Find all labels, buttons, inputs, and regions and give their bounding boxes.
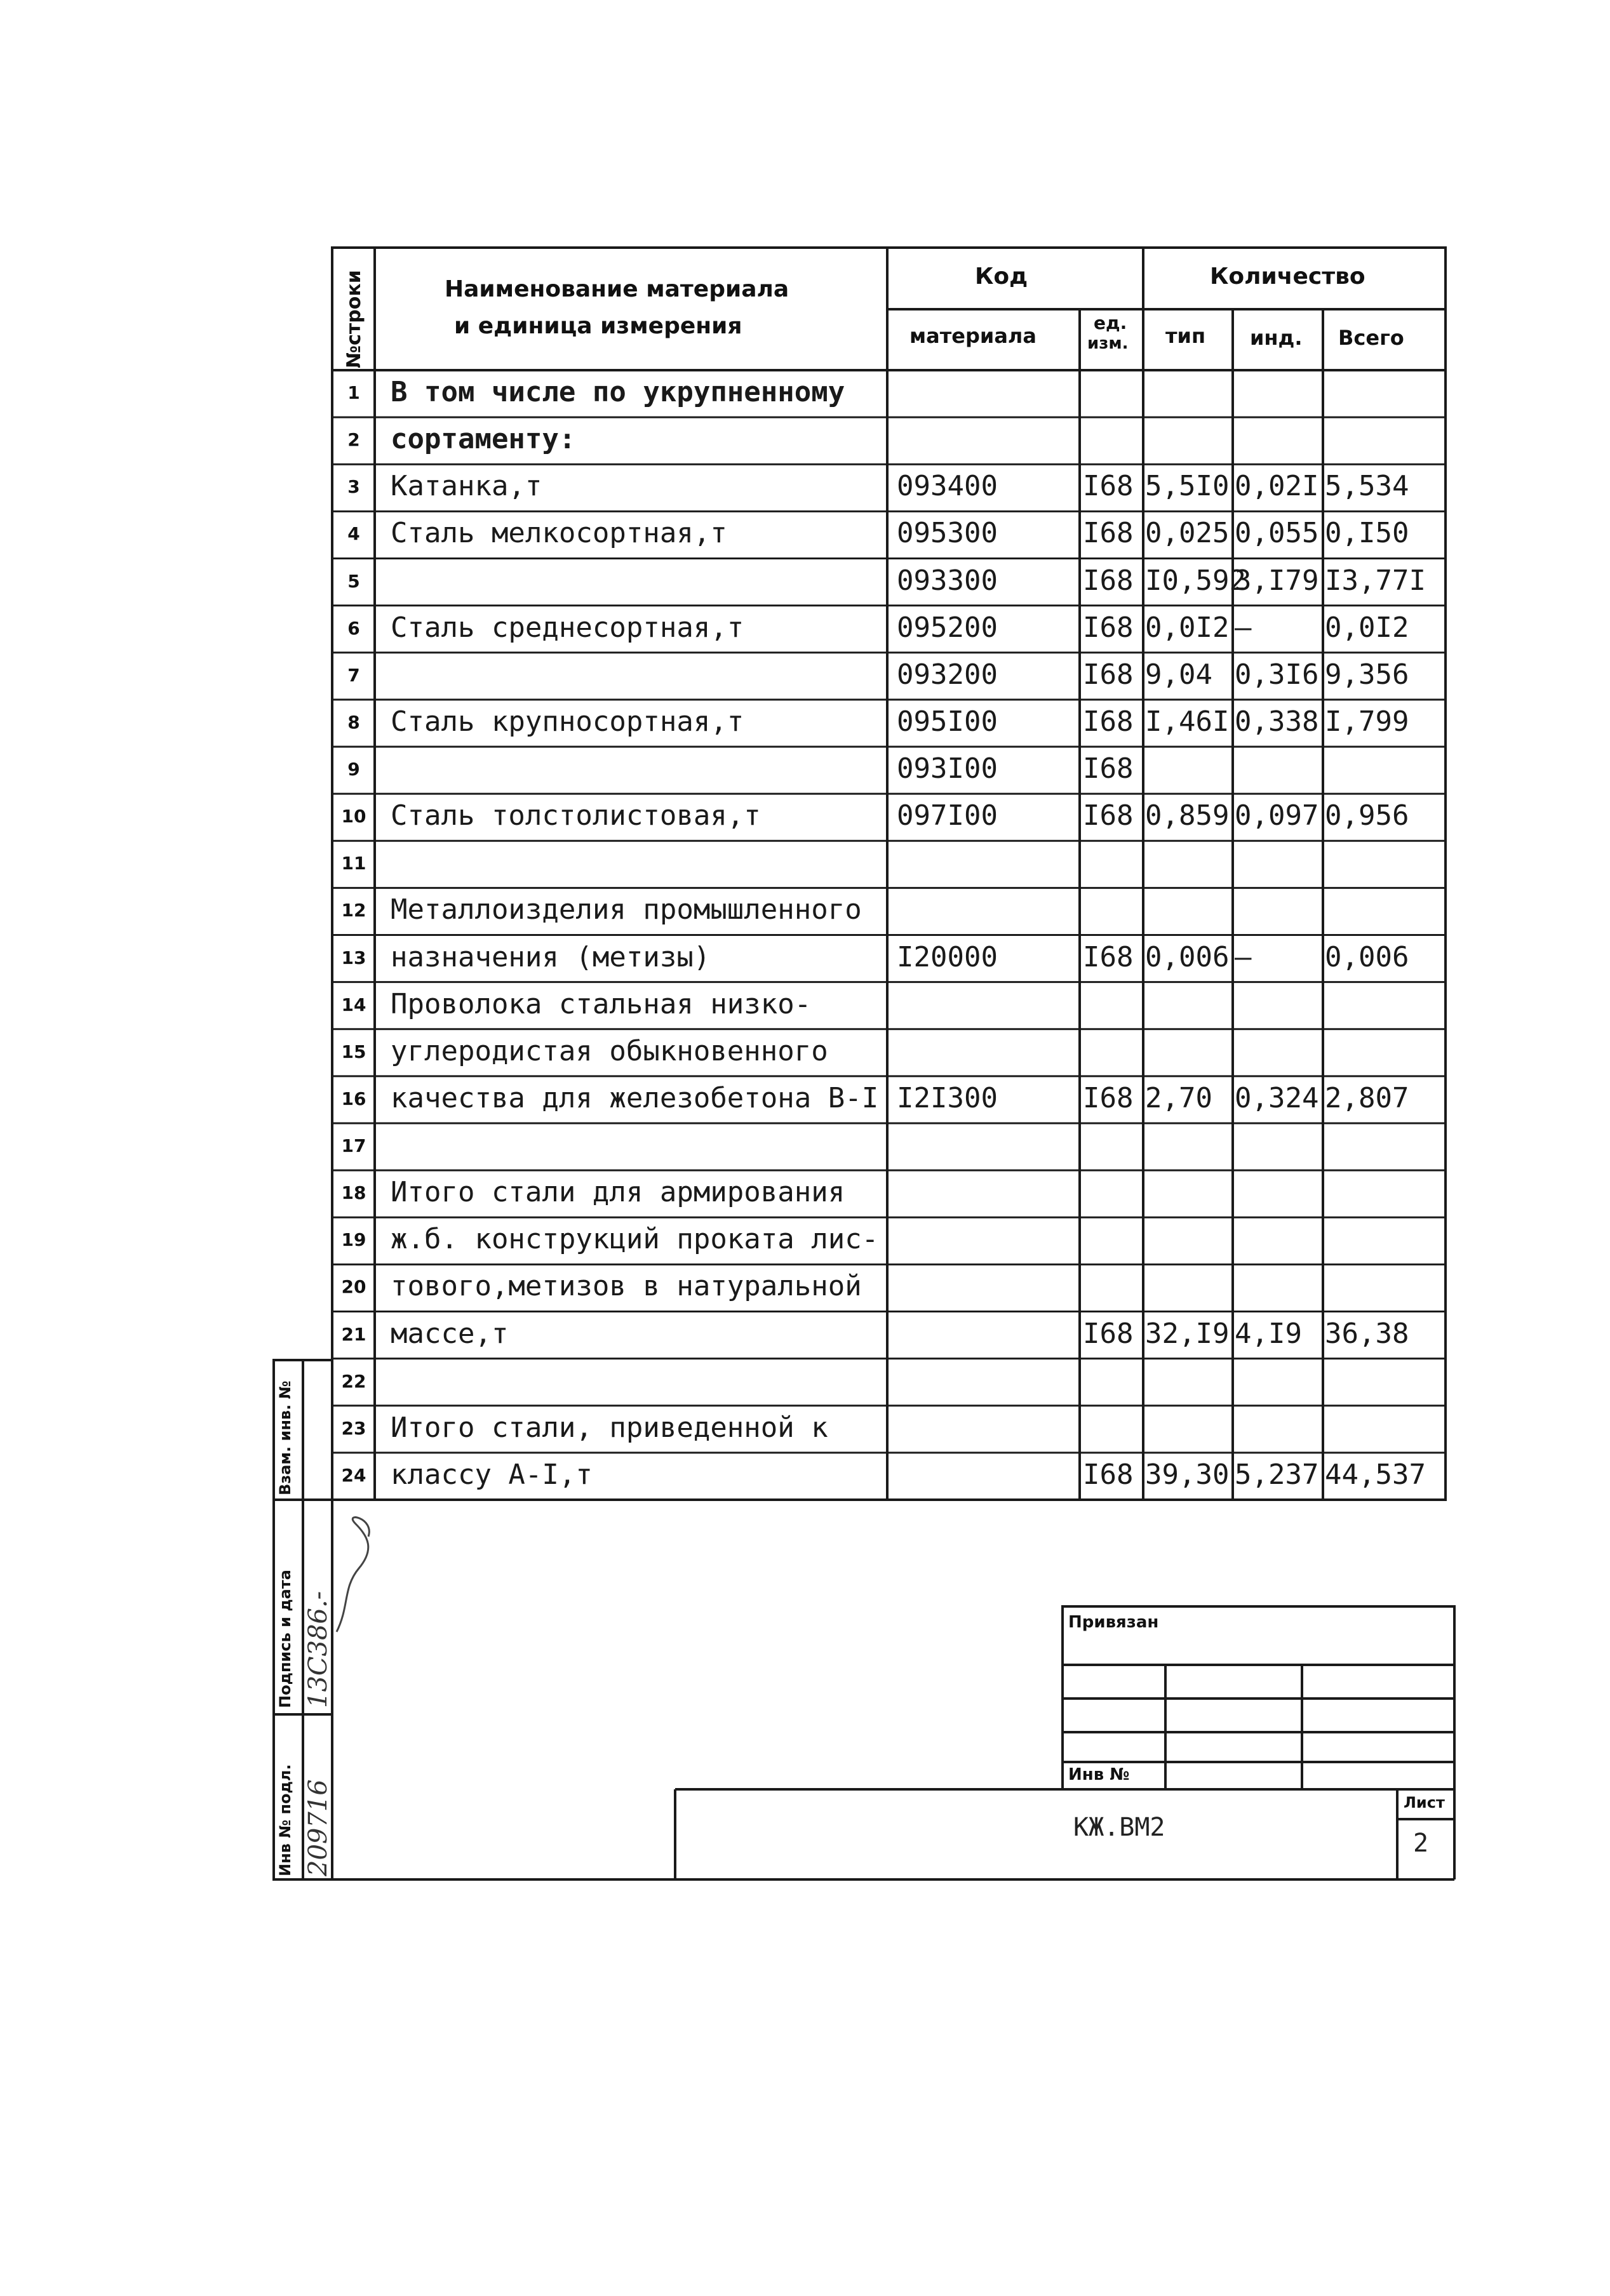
row-ind-cell: 3,I79 — [1235, 564, 1319, 597]
row-total-cell: 0,956 — [1325, 799, 1409, 832]
row-unit-cell: I68 — [1083, 1458, 1134, 1491]
row-tip-cell: 0,025 — [1145, 517, 1230, 550]
row-unit-cell: I68 — [1083, 705, 1134, 738]
row-number: 23 — [341, 1417, 366, 1439]
row-number: 4 — [347, 523, 360, 545]
row-code-cell: 095I00 — [897, 705, 998, 738]
row-unit-cell: I68 — [1083, 1081, 1134, 1114]
row-number: 8 — [347, 711, 360, 733]
row-number: 5 — [347, 570, 360, 592]
sheet-label: Лист — [1404, 1794, 1445, 1812]
row-name-cell: ж.б. конструкций проката лис- — [391, 1223, 879, 1256]
row-tip-cell: 0,006 — [1145, 940, 1230, 973]
row-total-cell: 0,0I2 — [1325, 611, 1409, 644]
row-tip-cell: 2,70 — [1145, 1081, 1212, 1114]
row-code-cell: 097I00 — [897, 799, 998, 832]
name-header-line2: и единица измерения — [454, 313, 742, 339]
row-name-cell: Итого стали для армирования — [391, 1176, 845, 1209]
side-stamp-vzam: Взам. инв. № — [276, 1380, 294, 1495]
row-ind-cell: – — [1235, 940, 1252, 973]
row-unit-cell: I68 — [1083, 1317, 1134, 1350]
row-number: 19 — [341, 1229, 366, 1251]
side-stamp-podpis: Подпись и дата — [276, 1570, 294, 1708]
row-total-cell: 0,006 — [1325, 940, 1409, 973]
row-number: 6 — [347, 617, 360, 639]
row-number: 1 — [347, 382, 360, 404]
row-name-cell: классу А-I,т — [391, 1458, 593, 1491]
row-tip-cell: 32,I9 — [1145, 1317, 1230, 1350]
code-unit-header-2: изм. — [1087, 334, 1129, 353]
row-name-cell: массе,т — [391, 1317, 509, 1350]
row-code-cell: 093200 — [897, 658, 998, 691]
row-number: 20 — [341, 1276, 366, 1298]
row-name-cell: Сталь мелкосортная,т — [391, 517, 727, 550]
row-number: 17 — [341, 1135, 366, 1157]
privyazan-label: Привязан — [1068, 1613, 1159, 1632]
row-ind-cell: 4,I9 — [1235, 1317, 1302, 1350]
row-tip-cell: 0,859 — [1145, 799, 1230, 832]
row-name-cell: назначения (метизы) — [391, 940, 711, 973]
qty-group-header: Количество — [1210, 264, 1365, 290]
row-number: 10 — [341, 806, 366, 827]
row-code-cell: I2I300 — [897, 1081, 998, 1114]
row-unit-cell: I68 — [1083, 752, 1134, 785]
row-number: 14 — [341, 994, 366, 1015]
row-ind-cell: 0,338 — [1235, 705, 1319, 738]
row-name-cell: качества для железобетона В-I — [391, 1081, 879, 1114]
row-number: 12 — [341, 900, 366, 921]
row-name-cell: углеродистая обыкновенного — [391, 1034, 828, 1067]
row-ind-cell: 0,3I6 — [1235, 658, 1319, 691]
row-number: 7 — [347, 664, 360, 686]
row-code-cell: 095300 — [897, 517, 998, 550]
row-ind-cell: 0,324 — [1235, 1081, 1319, 1114]
qty-tip-header: тип — [1165, 324, 1206, 348]
row-unit-cell: I68 — [1083, 940, 1134, 973]
row-tip-cell: 39,30 — [1145, 1458, 1230, 1491]
row-code-cell: 093I00 — [897, 752, 998, 785]
row-tip-cell: 9,04 — [1145, 658, 1212, 691]
row-number: 16 — [341, 1088, 366, 1109]
row-number: 15 — [341, 1041, 366, 1062]
row-name-cell: Катанка,т — [391, 470, 542, 503]
signature-scribble — [330, 1511, 381, 1638]
side-stamp-handwritten-sign: 13С386.- — [304, 1591, 333, 1708]
row-name-cell: Сталь толстолистовая,т — [391, 799, 761, 832]
row-number: 18 — [341, 1182, 366, 1204]
row-ind-cell: 0,02I — [1235, 470, 1319, 503]
row-unit-cell: I68 — [1083, 517, 1134, 550]
row-name-cell: Металлоизделия промышленного — [391, 893, 862, 926]
row-tip-cell: 0,0I2 — [1145, 611, 1230, 644]
side-stamp-inv-podl: Инв № подл. — [276, 1764, 294, 1876]
row-ind-cell: 0,097 — [1235, 799, 1319, 832]
row-number: 13 — [341, 947, 366, 968]
code-material-header: материала — [909, 324, 1036, 348]
row-code-cell: I20000 — [897, 940, 998, 973]
document-code: КЖ.ВМ2 — [1073, 1813, 1165, 1842]
row-unit-cell: I68 — [1083, 470, 1134, 503]
row-tip-cell: 5,5I0 — [1145, 470, 1230, 503]
row-code-cell: 093300 — [897, 564, 998, 597]
row-total-cell: 36,38 — [1325, 1317, 1409, 1350]
row-name-cell: В том числе по укрупненному — [391, 376, 845, 409]
row-name-cell: Проволока стальная низко- — [391, 987, 812, 1020]
row-number: 24 — [341, 1464, 366, 1486]
row-total-cell: I,799 — [1325, 705, 1409, 738]
row-code-cell: 095200 — [897, 611, 998, 644]
row-unit-cell: I68 — [1083, 564, 1134, 597]
row-name-cell: Сталь среднесортная,т — [391, 611, 744, 644]
row-number: 11 — [341, 853, 366, 874]
code-unit-header-1: ед. — [1094, 312, 1127, 333]
row-name-cell: Сталь крупносортная,т — [391, 705, 744, 738]
row-number: 9 — [347, 759, 360, 780]
inv-no-label: Инв № — [1068, 1765, 1130, 1784]
row-tip-cell: I0,592 — [1145, 564, 1246, 597]
qty-total-header: Всего — [1338, 326, 1404, 350]
sheet-number: 2 — [1413, 1829, 1429, 1858]
row-total-cell: 5,534 — [1325, 470, 1409, 503]
row-unit-cell: I68 — [1083, 799, 1134, 832]
row-tip-cell: I,46I — [1145, 705, 1230, 738]
name-header-line1: Наименование материала — [445, 276, 789, 302]
qty-ind-header: инд. — [1250, 326, 1303, 350]
row-number: 22 — [341, 1370, 366, 1392]
code-group-header: Код — [975, 264, 1028, 290]
row-number: 21 — [341, 1323, 366, 1345]
row-unit-cell: I68 — [1083, 611, 1134, 644]
row-total-cell: 44,537 — [1325, 1458, 1426, 1491]
row-ind-cell: 5,237 — [1235, 1458, 1319, 1491]
row-name-cell: сортаменту: — [391, 423, 576, 456]
row-name-cell: Итого стали, приведенной к — [391, 1411, 828, 1444]
row-total-cell: 9,356 — [1325, 658, 1409, 691]
row-number: 2 — [347, 429, 360, 451]
row-total-cell: 2,807 — [1325, 1081, 1409, 1114]
row-name-cell: тового,метизов в натуральной — [391, 1270, 862, 1303]
row-code-cell: 093400 — [897, 470, 998, 503]
row-total-cell: 0,I50 — [1325, 517, 1409, 550]
row-number: 3 — [347, 476, 360, 498]
row-total-cell: I3,77I — [1325, 564, 1426, 597]
row-ind-cell: – — [1235, 611, 1252, 644]
row-number-header: №строки — [343, 270, 365, 368]
row-ind-cell: 0,055 — [1235, 517, 1319, 550]
side-stamp-handwritten-inv: 209716 — [304, 1779, 333, 1876]
row-unit-cell: I68 — [1083, 658, 1134, 691]
